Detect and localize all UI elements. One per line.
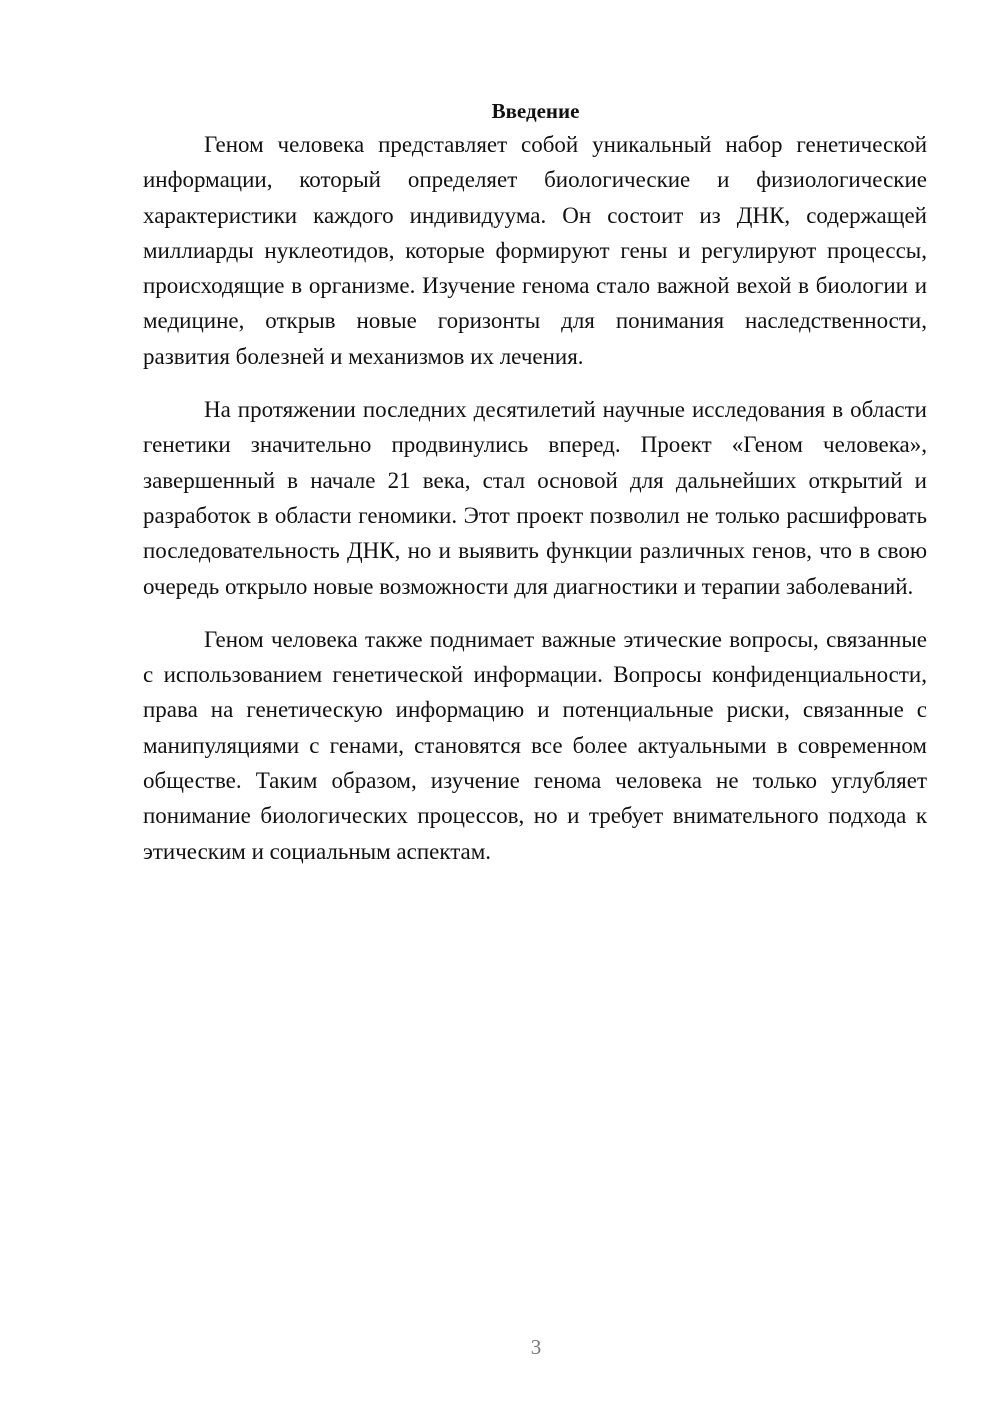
paragraph-3: Геном человека также поднимает важные этические вопросы, связанные с использованием генетической информации. Вопросы конфиденциальности, права на генетическую информацию и потенциальные риски, связанные с манипуляциями с генами, становятся все более актуальными в современном обществе. Таким образом, изучение генома человека не только углубляет понимание биологических процессов, но и требует внимательного подхода к этическим и социальным аспектам. bbox=[143, 626, 927, 864]
paragraph-2: На протяжении последних десятилетий научные исследования в области генетики значительно продвинулись вперед. Проект «Геном человека», завершенный в начале 21 века, стал основой для дальнейших открытий и разработок в области геномики. Этот проект позволил не только расшифровать последовательность ДНК, но и выявить функции различных генов, что в свою очередь открыло новые возможности для диагностики и терапии заболеваний. bbox=[143, 397, 927, 599]
page-content bbox=[143, 96, 927, 887]
section-heading: Введение bbox=[491, 99, 580, 123]
paragraph-1: Геном человека представляет собой уникальный набор генетической информации, который определяет биологические и физиологические характеристики каждого индивидуума. Он состоит из ДНК, содержащей миллиарды нуклеотидов, которые формируют гены и регулируют процессы, происходящие в организме. Изучение генома стало важной вехой в биологии и медицине, открыв новые горизонты для понимания наследственности, развития болезней и механизмов их лечения. bbox=[143, 132, 927, 369]
page-number: 3 bbox=[530, 1335, 542, 1359]
